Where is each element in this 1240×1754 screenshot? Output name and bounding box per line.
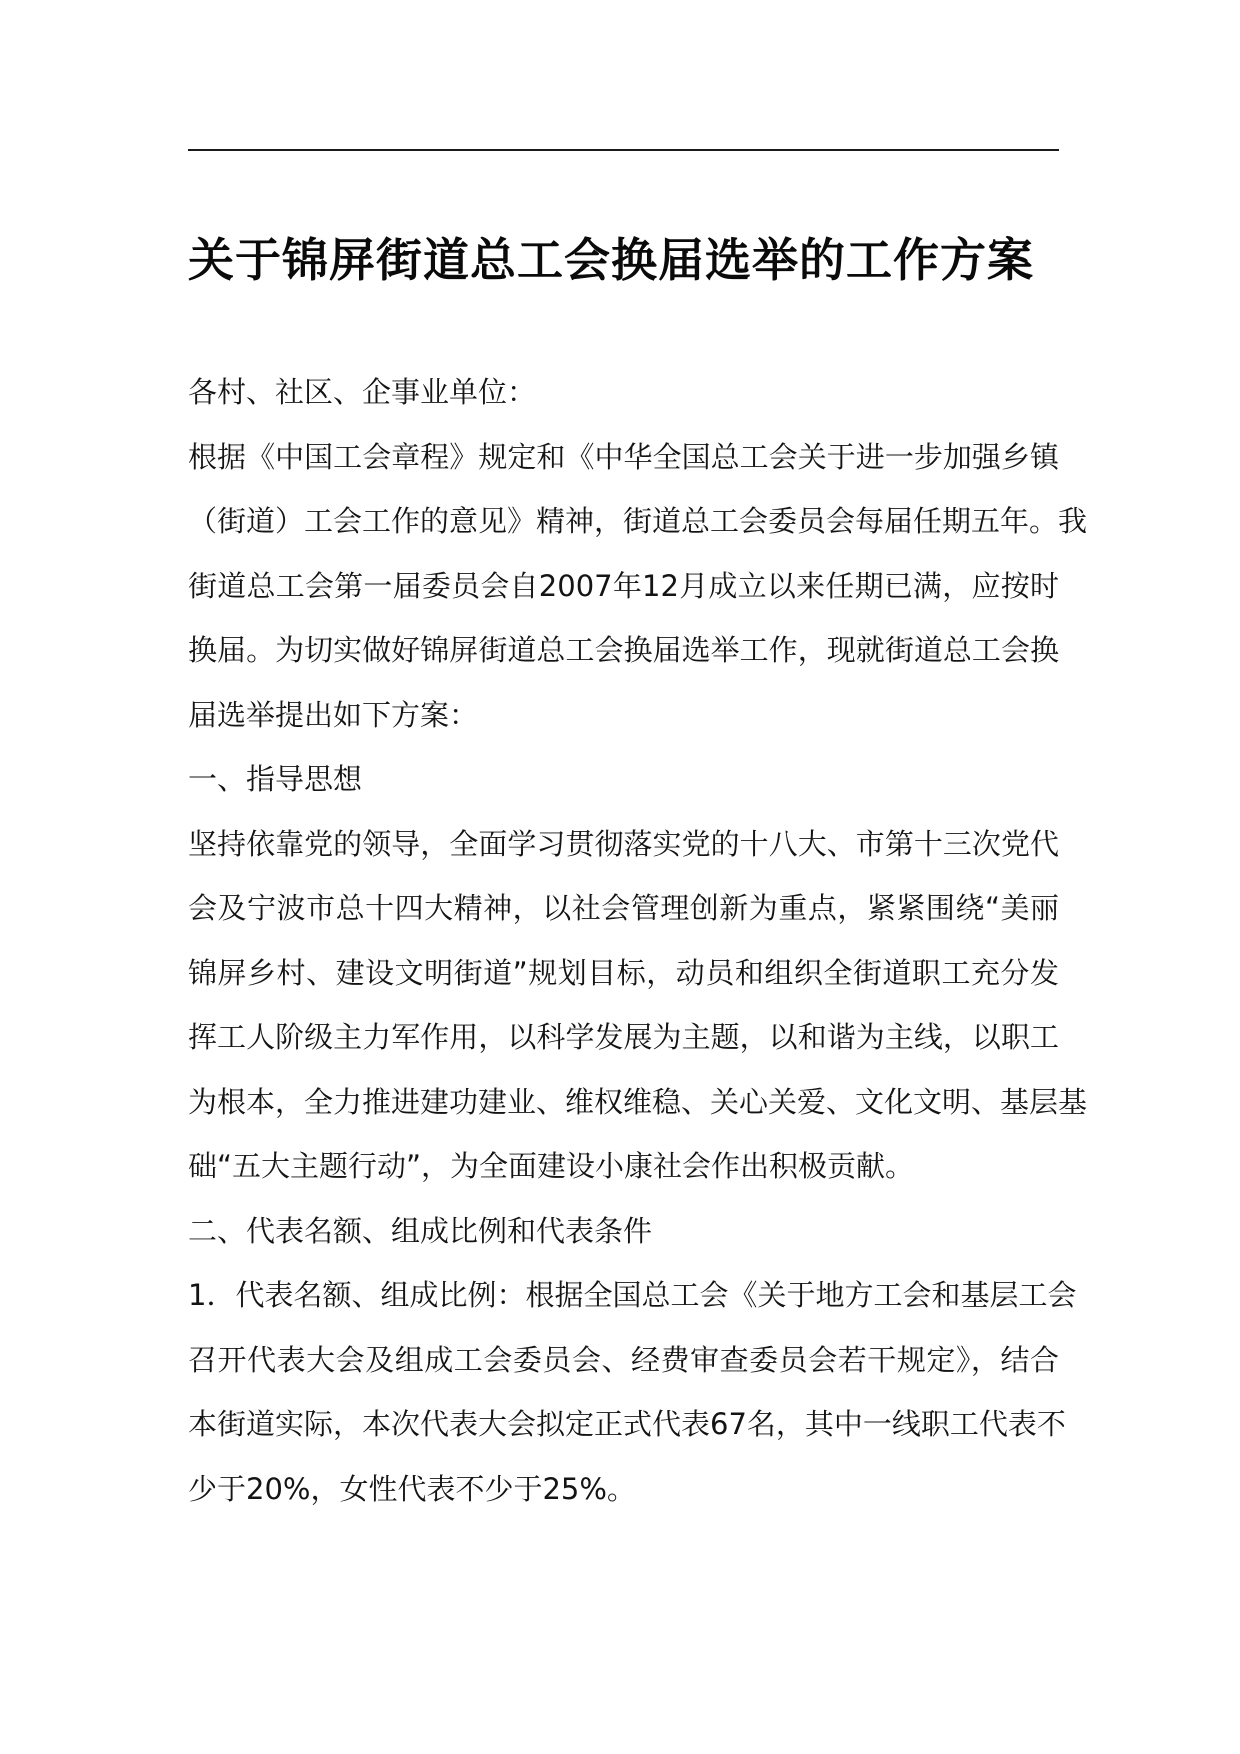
paragraph-line: 本街道实际，本次代表大会拟定正式代表67名，其中一线职工代表不: [188, 1407, 1066, 1441]
paragraph-line: 础“五大主题行动”，为全面建设小康社会作出积极贡献。: [188, 1149, 915, 1183]
section-heading: 二、代表名额、组成比例和代表条件: [188, 1213, 653, 1248]
paragraph-line: 为根本，全力推进建功建业、维权维稳、关心关爱、文化文明、基层基: [188, 1084, 1088, 1119]
salutation-line: 各村、社区、企事业单位：: [188, 375, 537, 409]
paragraph-line: 1．代表名额、组成比例：根据全国总工会《关于地方工会和基层工会: [188, 1278, 1077, 1312]
paragraph-line: （街道）工会工作的意见》精神，街道总工会委员会每届任期五年。我: [188, 504, 1088, 538]
paragraph-line: 届选举提出如下方案：: [188, 697, 479, 732]
paragraph-line: 挥工人阶级主力军作用，以科学发展为主题，以和谐为主线，以职工: [188, 1020, 1059, 1054]
paragraph-line: 召开代表大会及组成工会委员会、经费审查委员会若干规定》，结合: [188, 1342, 1059, 1377]
document-title: 关于锦屏街道总工会换届选举的工作方案: [188, 233, 1034, 287]
section-heading: 一、指导思想: [188, 762, 363, 796]
paragraph-line: 根据《中国工会章程》规定和《中华全国总工会关于进一步加强乡镇: [188, 439, 1059, 474]
paragraph-line: 坚持依靠党的领导，全面学习贯彻落实党的十八大、市第十三次党代: [188, 826, 1059, 861]
document-body: [188, 360, 1088, 1521]
paragraph-line: 换届。为切实做好锦屏街道总工会换届选举工作，现就街道总工会换: [188, 633, 1059, 667]
paragraph-line: 锦屏乡村、建设文明街道”规划目标，动员和组织全街道职工充分发: [188, 955, 1059, 990]
paragraph-line: 少于20%，女性代表不少于25%。: [188, 1471, 636, 1506]
header-rule: [188, 149, 1059, 151]
paragraph-line: 街道总工会第一届委员会自2007年12月成立以来任期已满，应按时: [188, 568, 1059, 603]
paragraph-line: 会及宁波市总十四大精神，以社会管理创新为重点，紧紧围绕“美丽: [188, 891, 1059, 925]
